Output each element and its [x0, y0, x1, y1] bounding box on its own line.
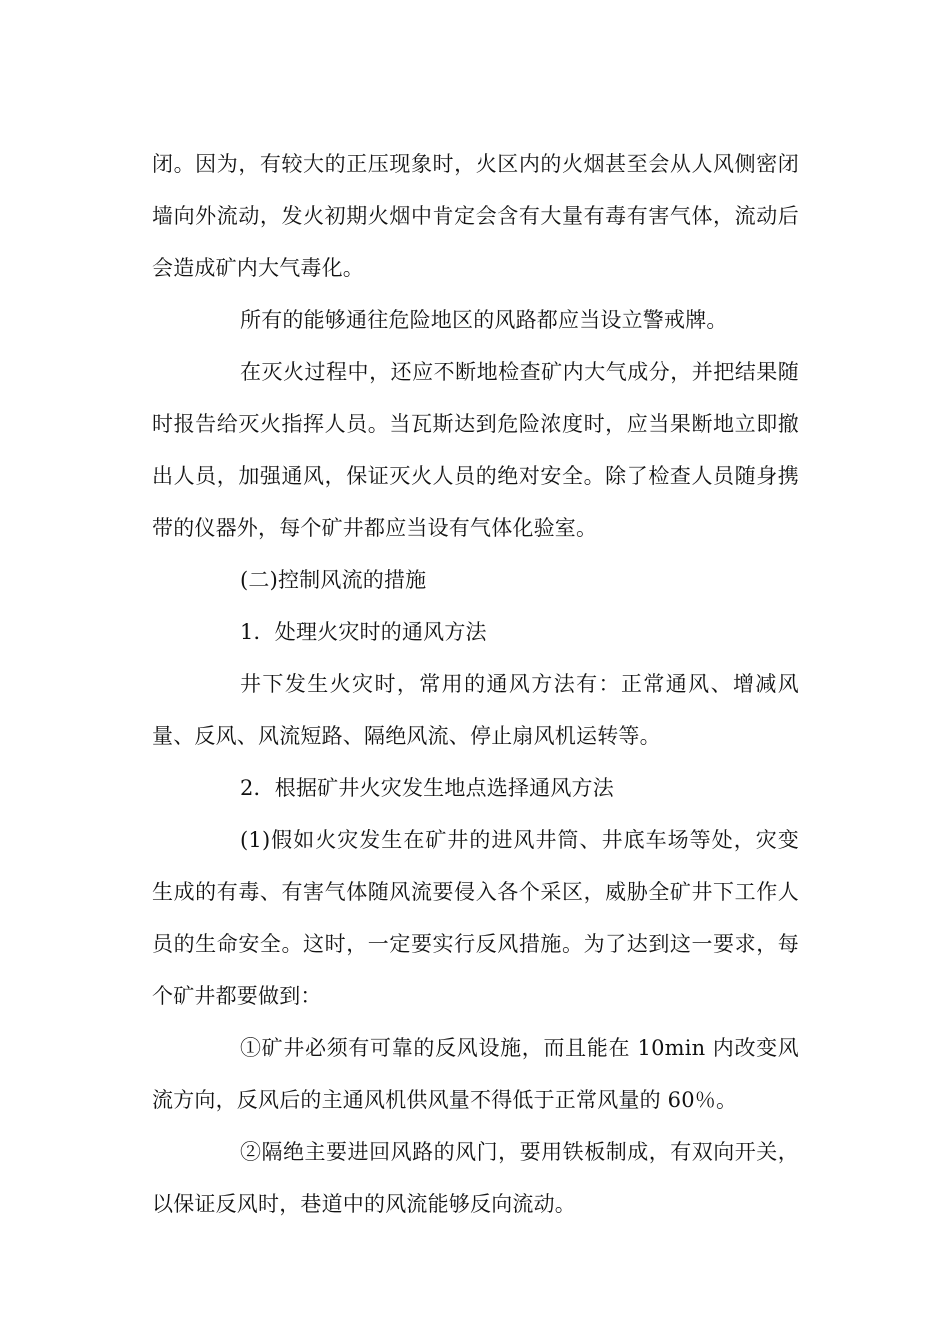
section-heading-airflow-control: (二)控制风流的措施: [240, 568, 427, 592]
document-body: [152, 138, 799, 1230]
paragraph-reversal-facilities: ①矿井必须有可靠的反风设施，而且能在 10min 内改变风流方向，反风后的主通风机供风量不得低于正常风量的 60％。: [152, 1036, 799, 1112]
paragraph-intake-shaft-fire: (1)假如火灾发生在矿井的进风井筒、井底车场等处，灾变生成的有毒、有害气体随风流要侵入各个采区，威胁全矿井下工作人员的生命安全。这时，一定要实行反风措施。为了达到这一要求，每个矿井都要做到：: [152, 828, 799, 1008]
paragraph-ventilation-methods: 井下发生火灾时，常用的通风方法有：正常通风、增减风量、反风、风流短路、隔绝风流、停止扇风机运转等。: [152, 672, 799, 748]
paragraph-gas-inspection: 在灭火过程中，还应不断地检查矿内大气成分，并把结果随时报告给灭火指挥人员。当瓦斯达到危险浓度时，应当果断地立即撤出人员，加强通风，保证灭火人员的绝对安全。除了检查人员随身携带的仪器外，每个矿井都应当设有气体化验室。: [152, 360, 799, 540]
paragraph-air-doors: ②隔绝主要进回风路的风门，要用铁板制成，有双向开关，以保证反风时，巷道中的风流能够反向流动。: [152, 1140, 799, 1216]
paragraph-warning-signs: 所有的能够通往危险地区的风路都应当设立警戒牌。: [240, 308, 728, 332]
subsection-heading-select-method: 2．根据矿井火灾发生地点选择通风方法: [240, 776, 614, 800]
paragraph-continuation: 闭。因为，有较大的正压现象时，火区内的火烟甚至会从人风侧密闭墙向外流动，发火初期火烟中肯定会含有大量有毒有害气体，流动后会造成矿内大气毒化。: [152, 152, 799, 280]
subsection-heading-ventilation-methods: 1．处理火灾时的通风方法: [240, 620, 487, 644]
